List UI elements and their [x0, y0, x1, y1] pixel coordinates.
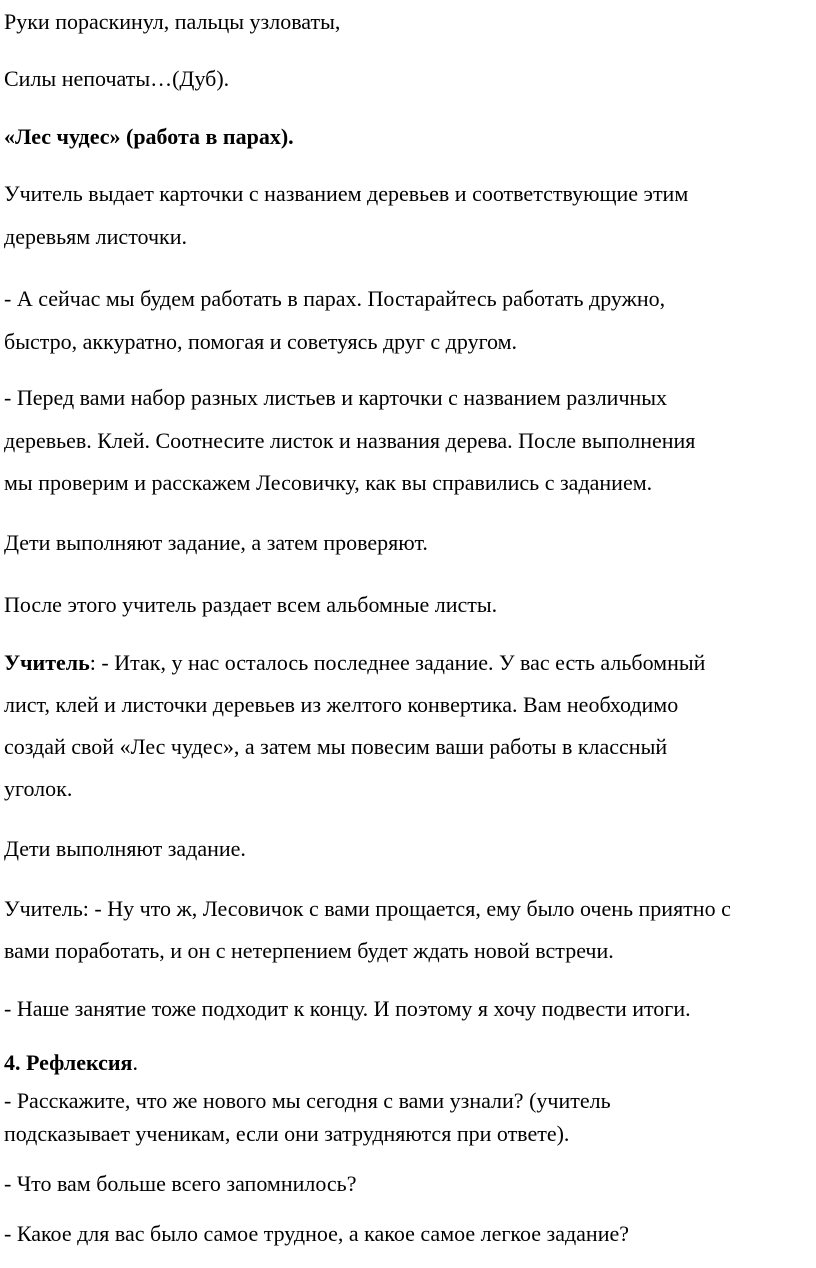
riddle-line-2: Силы непочаты…(Дуб).	[4, 66, 230, 91]
paragraph-cards-line-2: деревьям листочки.	[4, 224, 187, 249]
paragraph-album-sheets: После этого учитель раздает всем альбомные листы.	[4, 592, 498, 617]
section-heading-forest: «Лес чудес» (работа в парах).	[4, 124, 294, 149]
question-remembered: - Что вам больше всего запомнилось?	[4, 1171, 357, 1196]
paragraph-cards-line-1: Учитель выдает карточки с названием деревьев и соответствующие этим	[4, 181, 689, 206]
paragraph-children-check: Дети выполняют задание, а затем проверяют.	[4, 530, 428, 555]
paragraph-leaves-line-1: - Перед вами набор разных листьев и карточки с названием различных	[4, 385, 668, 410]
paragraph-pairs-line-2: быстро, аккуратно, помогая и советуясь друг с другом.	[4, 329, 518, 354]
speaker-label: Учитель	[4, 650, 90, 675]
paragraph-pairs-line-1: - А сейчас мы будем работать в парах. Постарайтесь работать дружно,	[4, 286, 666, 311]
reflection-heading-text: 4. Рефлексия	[4, 1050, 133, 1075]
question-new-line-1: - Расскажите, что же нового мы сегодня с вами узнали? (учитель	[4, 1088, 611, 1113]
paragraph-teacher-task-line-3: создай свой «Лес чудес», а затем мы повесим ваши работы в классный	[4, 734, 668, 759]
paragraph-teacher-task-line-4: уголок.	[4, 776, 73, 801]
paragraph-teacher-task-line-2: лист, клей и листочки деревьев из желтого конвертика. Вам необходимо	[4, 692, 679, 717]
paragraph-leaves-line-3: мы проверим и расскажем Лесовичку, как вы справились с заданием.	[4, 470, 653, 495]
paragraph-farewell-line-2: вами поработать, и он с нетерпением будет ждать новой встречи.	[4, 938, 614, 963]
section-heading-reflection	[4, 1050, 138, 1076]
paragraph-leaves-line-2: деревьев. Клей. Соотнесите листок и названия дерева. После выполнения	[4, 428, 696, 453]
question-hard-easy: - Какое для вас было самое трудное, а какое самое легкое задание?	[4, 1221, 630, 1246]
speaker-text: : - Итак, у нас осталось последнее задание. У вас есть альбомный	[89, 650, 706, 675]
paragraph-farewell-line-1: Учитель: - Ну что ж, Лесовичок с вами прощается, ему было очень приятно с	[4, 896, 731, 921]
reflection-heading-dot: .	[132, 1050, 138, 1075]
riddle-line-1: Руки пораскинул, пальцы узловаты,	[4, 9, 341, 34]
paragraph-children-task: Дети выполняют задание.	[4, 836, 246, 861]
paragraph-teacher-task-line-1	[4, 650, 705, 676]
paragraph-summary: - Наше занятие тоже подходит к концу. И поэтому я хочу подвести итоги.	[4, 996, 691, 1021]
question-new-line-2: подсказывает ученикам, если они затрудняются при ответе).	[4, 1121, 570, 1146]
